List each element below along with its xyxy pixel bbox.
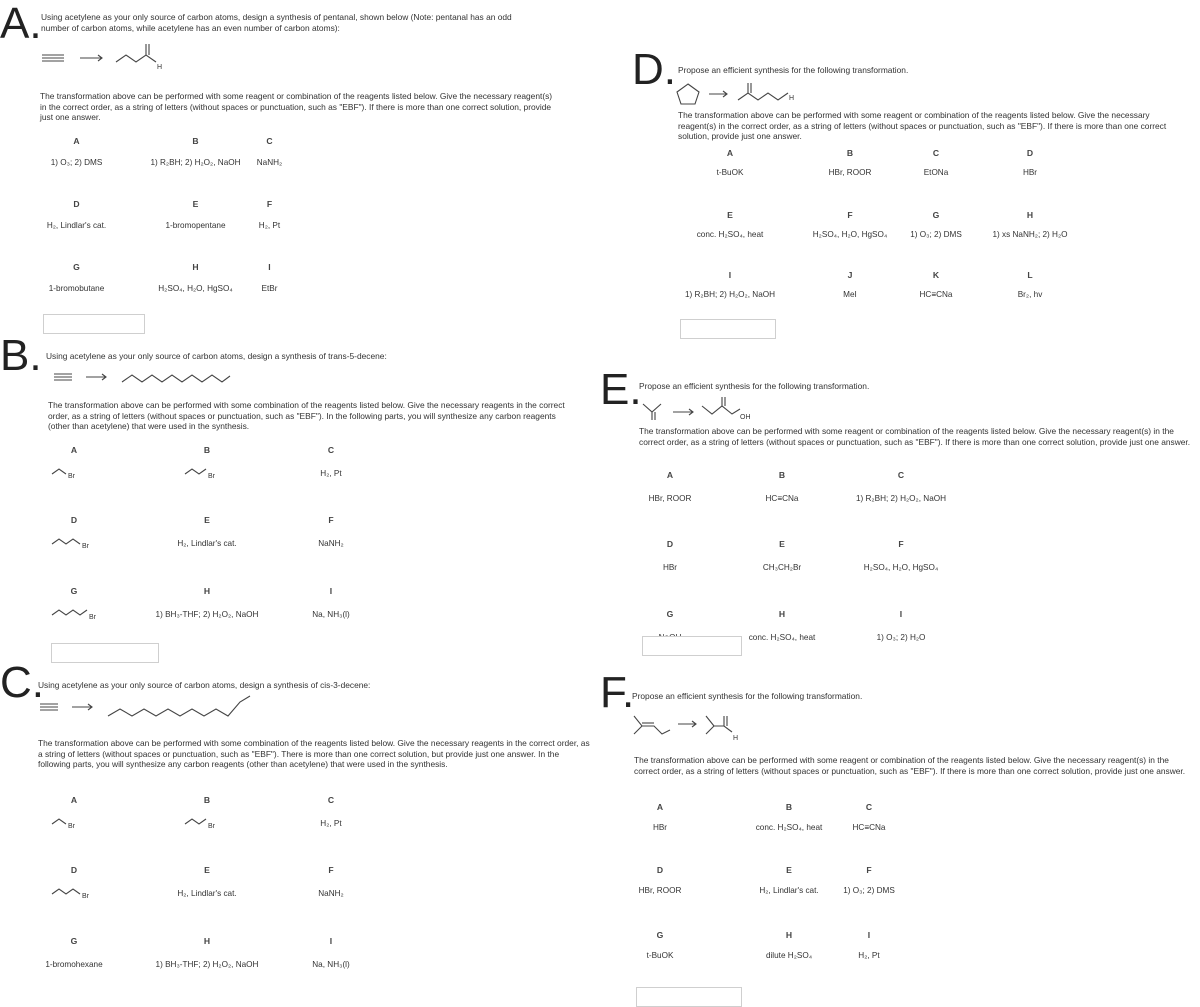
alkyl-bromide-structure (185, 465, 265, 481)
reagent-j-value: MeI (843, 290, 857, 299)
reagent-d-header: D (70, 865, 78, 875)
reagent-i-value: 1) O₃; 2) H₂O (876, 633, 926, 642)
alkyl-bromide-structure (52, 606, 132, 622)
reagent-c-value: EtONa (923, 168, 949, 177)
reaction-arrow (678, 721, 696, 727)
reagent-e-value: H₂, Lindlar's cat. (177, 539, 237, 548)
section-a-answer-input[interactable] (43, 314, 145, 334)
bromine-label: Br (68, 823, 75, 830)
reaction-arrow (80, 55, 102, 61)
alkene-structure (634, 716, 670, 734)
section-f-answer-input[interactable] (636, 987, 742, 1007)
carboxylic-acid-structure (702, 397, 751, 421)
reagent-g-value: 1) O₃; 2) DMS (910, 230, 962, 239)
bromine-label: Br (68, 473, 75, 480)
reagent-d-header: D (656, 865, 664, 875)
isobutylene-structure (643, 404, 661, 420)
reagent-h-value: 1) BH₃-THF; 2) H₂O₂, NaOH (155, 960, 259, 969)
reagent-e-header: E (192, 199, 199, 209)
reagent-a-header: A (73, 136, 80, 146)
reagent-e-value: H₂, Lindlar's cat. (177, 889, 237, 898)
reagent-h-value: H₂SO₄, H₂O, HgSO₄ (158, 284, 233, 293)
reagent-b-value: 1) R₂BH; 2) H₂O₂, NaOH (150, 158, 241, 167)
section-b-letter: B. (0, 331, 42, 380)
section-e-prompt: Propose an efficient synthesis for the following transformation. (639, 381, 870, 391)
reagent-f-value: H₂, Pt (258, 221, 281, 230)
reagent-a-header: A (70, 795, 78, 805)
reagent-h-header: H (1026, 210, 1034, 220)
section-f-letter: F. (600, 668, 635, 717)
cis-3-decene-structure (108, 696, 250, 716)
reagent-i-header: I (329, 586, 333, 596)
reagent-e-value: 1-bromopentane (165, 221, 226, 230)
reagent-f-header: F (328, 515, 334, 525)
reagent-h-header: H (778, 609, 786, 619)
reagent-i-header: I (728, 270, 732, 280)
reagent-c-header: C (266, 136, 273, 146)
reagent-a-header: A (726, 148, 734, 158)
reagent-c-value: NaNH₂ (256, 158, 283, 167)
bromine-label: Br (89, 614, 96, 621)
reagent-c-value: H₂, Pt (320, 469, 342, 478)
reagent-h-value: 1) BH₃-THF; 2) H₂O₂, NaOH (155, 610, 259, 619)
reagent-g-value: t-BuOK (646, 951, 674, 960)
reagent-g-header: G (932, 210, 940, 220)
reagent-d-value: HBr, ROOR (638, 886, 682, 895)
reagent-d-value: HBr (1022, 168, 1038, 177)
reagent-i-value: Na, NH₃(l) (312, 610, 350, 619)
bromine-label: Br (208, 473, 215, 480)
alkyl-bromide-structure (52, 885, 132, 901)
bromine-label: Br (82, 893, 89, 900)
reagent-f-header: F (328, 865, 334, 875)
section-d-prompt: Propose an efficient synthesis for the following transformation. (678, 65, 909, 75)
section-c-instructions: The transformation above can be performed with some combination of the reagents listed below. Give the necessary reagents in the correct order, as a string of letters (without spaces or punctuation, such as "EBF"). There is more than one correct solution, but provide just one answer. In the following parts, you will synthesize any carbon reagents (other than acetylene) that were used in the synthesis. (38, 738, 590, 769)
reagent-h-header: H (203, 586, 211, 596)
reagent-d-value: H₂, Lindlar's cat. (46, 221, 107, 230)
reagent-a-header: A (656, 802, 664, 812)
reagent-e-header: E (204, 515, 210, 525)
bromine-label: Br (208, 823, 215, 830)
section-f-instructions: The transformation above can be performed with some reagent or combination of the reagents listed below. Give the necessary reagent(s) in the correct order, as a string of letters (without spaces or punctuation, such as "EBF"). If there is more than one correct solution, provide just one answer. (634, 755, 1186, 776)
aldehyde-h-label: H (789, 95, 795, 102)
reagent-g-value: 1-bromohexane (45, 960, 103, 969)
reagent-b-header: B (203, 445, 211, 455)
hydroxyl-label: OH (740, 414, 751, 421)
aldehyde-h-label: H (733, 735, 739, 742)
reagent-i-header: I (268, 262, 271, 272)
reagent-i-header: I (867, 930, 871, 940)
reagent-h-header: H (203, 936, 211, 946)
reagent-g-header: G (656, 930, 664, 940)
reagent-e-header: E (727, 210, 733, 220)
reagent-i-value: 1) R₂BH; 2) H₂O₂, NaOH (684, 290, 776, 299)
section-e-letter: E. (600, 365, 642, 414)
reagent-c-header: C (897, 470, 905, 480)
section-a-letter: A. (0, 0, 42, 48)
reagent-e-header: E (786, 865, 792, 875)
reagent-b-header: B (785, 802, 793, 812)
reagent-c-header: C (327, 445, 335, 455)
section-d-scheme (676, 80, 826, 110)
section-f-scheme (632, 706, 752, 740)
reagent-c-value: 1) R₂BH; 2) H₂O₂, NaOH (855, 494, 947, 503)
reagent-i-value: Na, NH₃(l) (312, 960, 350, 969)
reagent-f-header: F (898, 539, 904, 549)
section-b-scheme (52, 366, 252, 396)
reagent-f-header: F (847, 210, 853, 220)
section-f-prompt: Propose an efficient synthesis for the following transformation. (632, 691, 863, 701)
reagent-h-header: H (192, 262, 199, 272)
section-e-instructions: The transformation above can be performed with some reagent or combination of the reagents listed below. Give the necessary reagent(s) in the correct order, as a string of letters (without spaces or punctuation, such as "EBF"). If there is more than one correct solution, provide just one answer. (639, 426, 1191, 447)
alkyl-bromide-structure (52, 815, 132, 831)
reagent-i-header: I (329, 936, 333, 946)
reagent-b-header: B (778, 470, 786, 480)
reagent-g-header: G (70, 586, 78, 596)
aldehyde-h-label: H (157, 64, 163, 71)
reagent-d-header: D (666, 539, 674, 549)
reagent-h-value: dilute H₂SO₄ (765, 951, 813, 960)
acetylene-structure (42, 55, 64, 61)
section-a-prompt: Using acetylene as your only source of carbon atoms, design a synthesis of pentanal, shown below (Note: pentanal has an odd number of carbon atoms, while acetylene has an even number of carbon atoms): (41, 12, 512, 33)
reagent-d-header: D (73, 199, 80, 209)
reagent-a-header: A (666, 470, 674, 480)
reagent-b-header: B (846, 148, 854, 158)
reagent-c-header: C (865, 802, 873, 812)
reagent-c-header: C (327, 795, 335, 805)
reagent-g-value: 1-bromobutane (48, 284, 105, 293)
reagent-b-value: conc. H₂SO₄, heat (755, 823, 823, 832)
pentanal-structure (116, 44, 162, 71)
reagent-f-header: F (866, 865, 872, 875)
reagent-h-value: conc. H₂SO₄, heat (748, 633, 816, 642)
cyclopentane-structure (677, 84, 699, 104)
reagent-e-value: conc. H₂SO₄, heat (696, 230, 764, 239)
trans-5-decene-structure (122, 375, 230, 382)
reagent-e-header: E (204, 865, 210, 875)
reagent-f-value: 1) O₃; 2) DMS (843, 886, 895, 895)
reagent-g-header: G (73, 262, 80, 272)
reagent-k-header: K (932, 270, 940, 280)
reagent-i-header: I (899, 609, 903, 619)
reagent-a-value: HBr, ROOR (648, 494, 692, 503)
reaction-arrow (709, 91, 727, 97)
reagent-a-header: A (70, 445, 78, 455)
reagent-i-value: EtBr (261, 284, 278, 293)
section-a-scheme (40, 42, 240, 72)
reagent-a-value: 1) O₃; 2) DMS (50, 158, 103, 167)
reagent-f-value: H₂SO₄, H₂O, HgSO₄ (812, 230, 888, 239)
section-b-answer-input[interactable] (51, 643, 159, 663)
section-c-scheme (38, 694, 278, 724)
reaction-arrow (86, 374, 106, 380)
reagent-d-header: D (1026, 148, 1034, 158)
reagent-e-value: CH₃CH₂Br (762, 563, 802, 572)
section-e-answer-input[interactable] (642, 636, 742, 656)
reagent-k-value: HC≡CNa (919, 290, 953, 299)
section-c-letter: C. (0, 658, 44, 707)
section-d-instructions: The transformation above can be performed with some reagent or combination of the reagents listed below. Give the necessary reagent(s) in the correct order, as a string of letters (without spaces or punctuation, such as "EBF"). If there is more than one correct solution, provide just one answer. (678, 110, 1167, 141)
reagent-f-value: NaNH₂ (318, 889, 344, 898)
reaction-arrow (72, 704, 92, 710)
reagent-d-header: D (70, 515, 78, 525)
reagent-l-header: L (1027, 270, 1033, 280)
reagent-f-header: F (266, 199, 273, 209)
reagent-h-value: 1) xs NaNH₂; 2) H₂O (992, 230, 1068, 239)
reagent-g-header: G (70, 936, 78, 946)
section-d-letter: D. (632, 45, 676, 94)
hexanal-structure (738, 83, 794, 102)
section-a-instructions: The transformation above can be performed with some reagent or combination of the reagents listed below. Give the necessary reagent(s) in the correct order, as a string of letters (without spaces or punctuation, such as "EBF"). If there is more than one correct solution, provide just one answer. (40, 91, 553, 122)
reagent-a-value: t-BuOK (716, 168, 744, 177)
reagent-a-value: HBr (652, 823, 668, 832)
reagent-f-value: H₂SO₄, H₂O, HgSO₄ (863, 563, 939, 572)
reagent-f-value: NaNH₂ (318, 539, 344, 548)
section-e-scheme (640, 394, 760, 424)
section-d-answer-input[interactable] (680, 319, 776, 339)
alkyl-bromide-structure (52, 535, 132, 551)
section-b-instructions: The transformation above can be performed with some combination of the reagents listed below. Give the necessary reagents in the correct order, as a string of letters (without spaces or punctuation, such as "EBF"). In the following parts, you will synthesize any carbon reagents (other than acetylene) that were used in the synthesis. (48, 400, 565, 431)
reagent-b-value: HC≡CNa (765, 494, 799, 503)
reagent-b-value: HBr, ROOR (828, 168, 872, 177)
reagent-j-header: J (847, 270, 853, 280)
reagent-l-value: Br₂, hv (1017, 290, 1043, 299)
reagent-i-value: H₂, Pt (858, 951, 880, 960)
reagent-b-header: B (192, 136, 199, 146)
reagent-e-value: H₂, Lindlar's cat. (759, 886, 819, 895)
alkyl-bromide-structure (185, 815, 265, 831)
reagent-e-header: E (779, 539, 785, 549)
alkyl-bromide-structure (52, 465, 132, 481)
aldehyde-structure (706, 716, 738, 742)
reaction-arrow (673, 409, 693, 415)
reagent-h-header: H (785, 930, 793, 940)
reagent-d-value: HBr (662, 563, 678, 572)
reagent-g-header: G (666, 609, 674, 619)
reagent-c-value: HC≡CNa (852, 823, 886, 832)
bromine-label: Br (82, 543, 89, 550)
reagent-c-value: H₂, Pt (320, 819, 342, 828)
reagent-b-header: B (203, 795, 211, 805)
section-c-prompt: Using acetylene as your only source of carbon atoms, design a synthesis of cis-3-decene: (38, 680, 371, 690)
acetylene-structure (40, 704, 58, 710)
section-b-prompt: Using acetylene as your only source of carbon atoms, design a synthesis of trans-5-decene: (46, 351, 387, 361)
reagent-c-header: C (932, 148, 940, 158)
acetylene-structure (54, 374, 72, 380)
